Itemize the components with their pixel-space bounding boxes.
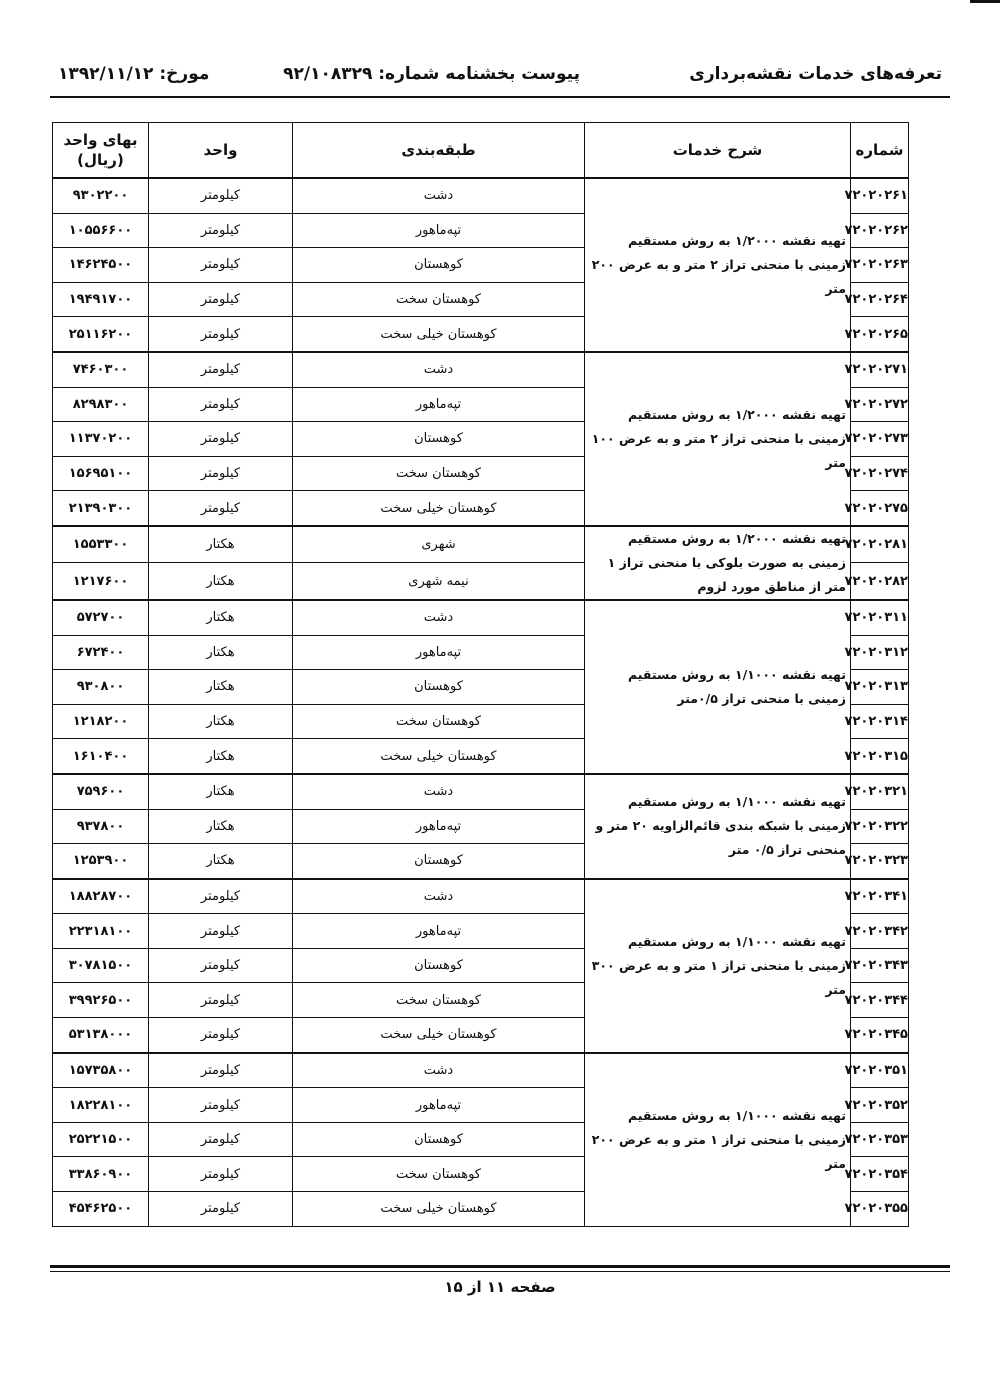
- unit: کیلومتر: [149, 352, 293, 387]
- unit: هکتار: [149, 774, 293, 809]
- unit: کیلومتر: [149, 213, 293, 248]
- service-code: ۷۲۰۲۰۲۷۳: [851, 422, 909, 457]
- unit: کیلومتر: [149, 1122, 293, 1157]
- service-code: ۷۲۰۲۰۳۵۵: [851, 1192, 909, 1227]
- service-description: تهیه نقشه ۱/۲۰۰۰ به روش مستقیم زمینی به صورت بلوکی با منحنی تراز ۱ متر از مناطق مورد لزوم: [585, 526, 851, 600]
- unit-price: ۱۲۱۷۶۰۰: [53, 563, 149, 600]
- service-code: ۷۲۰۲۰۳۴۱: [851, 879, 909, 914]
- tariff-table-container: [52, 122, 908, 1227]
- terrain-category: تپه‌ماهور: [293, 213, 585, 248]
- unit-price: ۷۴۶۰۳۰۰: [53, 352, 149, 387]
- service-code: ۷۲۰۲۰۲۶۲: [851, 213, 909, 248]
- service-code: ۷۲۰۲۰۲۸۱: [851, 526, 909, 563]
- service-code: ۷۲۰۲۰۳۲۲: [851, 809, 909, 844]
- service-description: تهیه نقشه ۱/۲۰۰۰ به روش مستقیم زمینی با منحنی تراز ۲ متر و به عرض ۱۰۰ متر: [585, 352, 851, 526]
- unit: هکتار: [149, 739, 293, 774]
- unit-price: ۱۸۲۲۸۱۰۰: [53, 1088, 149, 1123]
- service-code: ۷۲۰۲۰۳۱۵: [851, 739, 909, 774]
- service-description: تهیه نقشه ۱/۲۰۰۰ به روش مستقیم زمینی با منحنی تراز ۲ متر و به عرض ۲۰۰ متر: [585, 178, 851, 352]
- header-divider: [50, 96, 950, 98]
- unit-price: ۳۹۹۲۶۵۰۰: [53, 983, 149, 1018]
- unit: کیلومتر: [149, 983, 293, 1018]
- table-row: [53, 526, 909, 563]
- terrain-category: کوهستان: [293, 948, 585, 983]
- unit-price: ۲۲۳۱۸۱۰۰: [53, 914, 149, 949]
- footer-divider-thin: [50, 1271, 950, 1272]
- terrain-category: دشت: [293, 1053, 585, 1088]
- service-description: تهیه نقشه ۱/۱۰۰۰ به روش مستقیم زمینی با منحنی تراز ۱ متر و به عرض ۲۰۰ متر: [585, 1053, 851, 1226]
- unit-price: ۱۹۴۹۱۷۰۰: [53, 282, 149, 317]
- unit: هکتار: [149, 670, 293, 705]
- terrain-category: کوهستان: [293, 248, 585, 283]
- terrain-category: نیمه شهری: [293, 563, 585, 600]
- terrain-category: کوهستان خیلی سخت: [293, 739, 585, 774]
- service-code: ۷۲۰۲۰۲۶۳: [851, 248, 909, 283]
- unit-price: ۱۵۶۹۵۱۰۰: [53, 456, 149, 491]
- unit: کیلومتر: [149, 491, 293, 526]
- unit: هکتار: [149, 844, 293, 879]
- unit: کیلومتر: [149, 1157, 293, 1192]
- terrain-category: تپه‌ماهور: [293, 914, 585, 949]
- service-description: تهیه نقشه ۱/۱۰۰۰ به روش مستقیم زمینی با منحنی تراز ۱ متر و به عرض ۳۰۰ متر: [585, 879, 851, 1053]
- unit: هکتار: [149, 526, 293, 563]
- service-code: ۷۲۰۲۰۲۶۵: [851, 317, 909, 352]
- page-header: [50, 58, 950, 94]
- unit-price: ۲۵۱۱۶۲۰۰: [53, 317, 149, 352]
- service-description: تهیه نقشه ۱/۱۰۰۰ به روش مستقیم زمینی با شبکه بندی قائم‌الزاویه ۲۰ متر و منحنی تراز ۰/۵ متر: [585, 774, 851, 879]
- unit-price: ۱۴۶۲۴۵۰۰: [53, 248, 149, 283]
- service-code: ۷۲۰۲۰۳۴۲: [851, 914, 909, 949]
- column-header-unit: واحد: [149, 123, 293, 179]
- unit: کیلومتر: [149, 1018, 293, 1053]
- service-code: ۷۲۰۲۰۳۱۳: [851, 670, 909, 705]
- unit: هکتار: [149, 809, 293, 844]
- column-header-price: بهای واحد (ریال): [53, 123, 149, 179]
- unit-price: ۱۵۷۳۵۸۰۰: [53, 1053, 149, 1088]
- terrain-category: شهری: [293, 526, 585, 563]
- terrain-category: تپه‌ماهور: [293, 635, 585, 670]
- service-code: ۷۲۰۲۰۳۵۴: [851, 1157, 909, 1192]
- terrain-category: کوهستان: [293, 1122, 585, 1157]
- unit-price: ۴۵۴۶۲۵۰۰: [53, 1192, 149, 1227]
- terrain-category: کوهستان سخت: [293, 983, 585, 1018]
- unit-price: ۱۰۵۵۶۶۰۰: [53, 213, 149, 248]
- terrain-category: دشت: [293, 774, 585, 809]
- service-code: ۷۲۰۲۰۳۱۱: [851, 600, 909, 635]
- unit: کیلومتر: [149, 914, 293, 949]
- unit: کیلومتر: [149, 879, 293, 914]
- table-row: [53, 879, 909, 914]
- terrain-category: کوهستان: [293, 844, 585, 879]
- terrain-category: کوهستان سخت: [293, 1157, 585, 1192]
- service-code: ۷۲۰۲۰۳۴۳: [851, 948, 909, 983]
- service-code: ۷۲۰۲۰۳۴۴: [851, 983, 909, 1018]
- document-title: تعرفه‌های خدمات نقشه‌برداری: [689, 64, 942, 84]
- service-code: ۷۲۰۲۰۲۸۲: [851, 563, 909, 600]
- terrain-category: دشت: [293, 600, 585, 635]
- circular-number: پیوست بخشنامه شماره: ۹۲/۱۰۸۳۲۹: [283, 64, 580, 84]
- service-code: ۷۲۰۲۰۳۴۵: [851, 1018, 909, 1053]
- unit: کیلومتر: [149, 282, 293, 317]
- terrain-category: کوهستان: [293, 670, 585, 705]
- footer-divider-thick: [50, 1265, 950, 1268]
- service-description: تهیه نقشه ۱/۱۰۰۰ به روش مستقیم زمینی با منحنی تراز ۰/۵متر: [585, 600, 851, 774]
- unit: کیلومتر: [149, 948, 293, 983]
- unit-price: ۱۶۱۰۴۰۰: [53, 739, 149, 774]
- service-code: ۷۲۰۲۰۲۷۲: [851, 387, 909, 422]
- column-header-description: شرح خدمات: [585, 123, 851, 179]
- column-header-category: طبقه‌بندی: [293, 123, 585, 179]
- unit-price: ۵۷۲۷۰۰: [53, 600, 149, 635]
- service-code: ۷۲۰۲۰۳۵۲: [851, 1088, 909, 1123]
- unit-price: ۶۷۲۴۰۰: [53, 635, 149, 670]
- service-code: ۷۲۰۲۰۲۶۱: [851, 178, 909, 213]
- unit: هکتار: [149, 600, 293, 635]
- table-row: [53, 352, 909, 387]
- terrain-category: دشت: [293, 178, 585, 213]
- unit: هکتار: [149, 704, 293, 739]
- unit: هکتار: [149, 563, 293, 600]
- unit: هکتار: [149, 635, 293, 670]
- service-code: ۷۲۰۲۰۳۵۳: [851, 1122, 909, 1157]
- unit: کیلومتر: [149, 1192, 293, 1227]
- unit-price: ۲۱۳۹۰۳۰۰: [53, 491, 149, 526]
- terrain-category: تپه‌ماهور: [293, 809, 585, 844]
- unit-price: ۱۵۵۳۳۰۰: [53, 526, 149, 563]
- unit-price: ۲۵۲۲۱۵۰۰: [53, 1122, 149, 1157]
- terrain-category: کوهستان سخت: [293, 456, 585, 491]
- terrain-category: کوهستان سخت: [293, 282, 585, 317]
- unit-price: ۱۸۸۲۸۷۰۰: [53, 879, 149, 914]
- terrain-category: تپه‌ماهور: [293, 1088, 585, 1123]
- scan-mark: [970, 0, 1000, 3]
- page-number: صفحه ۱۱ از ۱۵: [444, 1278, 556, 1296]
- unit-price: ۹۳۷۸۰۰: [53, 809, 149, 844]
- terrain-category: کوهستان سخت: [293, 704, 585, 739]
- service-code: ۷۲۰۲۰۲۷۱: [851, 352, 909, 387]
- table-body: [53, 178, 909, 1226]
- terrain-category: کوهستان خیلی سخت: [293, 1018, 585, 1053]
- unit-price: ۱۲۵۳۹۰۰: [53, 844, 149, 879]
- unit-price: ۷۵۹۶۰۰: [53, 774, 149, 809]
- service-code: ۷۲۰۲۰۳۲۱: [851, 774, 909, 809]
- table-header-row: [53, 123, 909, 179]
- unit: کیلومتر: [149, 1053, 293, 1088]
- column-header-code: شماره: [851, 123, 909, 179]
- tariff-table: [52, 122, 909, 1227]
- unit-price: ۱۲۱۸۲۰۰: [53, 704, 149, 739]
- unit: کیلومتر: [149, 178, 293, 213]
- unit: کیلومتر: [149, 422, 293, 457]
- unit: کیلومتر: [149, 1088, 293, 1123]
- terrain-category: کوهستان خیلی سخت: [293, 1192, 585, 1227]
- unit-price: ۱۱۳۷۰۲۰۰: [53, 422, 149, 457]
- terrain-category: دشت: [293, 879, 585, 914]
- unit: کیلومتر: [149, 248, 293, 283]
- unit-price: ۳۳۸۶۰۹۰۰: [53, 1157, 149, 1192]
- terrain-category: دشت: [293, 352, 585, 387]
- unit-price: ۹۳۰۲۲۰۰: [53, 178, 149, 213]
- service-code: ۷۲۰۲۰۳۱۲: [851, 635, 909, 670]
- document-date: مورخ: ۱۳۹۲/۱۱/۱۲: [58, 64, 210, 84]
- service-code: ۷۲۰۲۰۳۲۳: [851, 844, 909, 879]
- service-code: ۷۲۰۲۰۲۶۴: [851, 282, 909, 317]
- table-row: [53, 600, 909, 635]
- table-row: [53, 1053, 909, 1088]
- terrain-category: کوهستان: [293, 422, 585, 457]
- terrain-category: کوهستان خیلی سخت: [293, 491, 585, 526]
- unit-price: ۵۳۱۳۸۰۰۰: [53, 1018, 149, 1053]
- unit-price: ۳۰۷۸۱۵۰۰: [53, 948, 149, 983]
- unit-price: ۸۲۹۸۳۰۰: [53, 387, 149, 422]
- unit: کیلومتر: [149, 317, 293, 352]
- service-code: ۷۲۰۲۰۳۵۱: [851, 1053, 909, 1088]
- unit-price: ۹۳۰۸۰۰: [53, 670, 149, 705]
- unit: کیلومتر: [149, 456, 293, 491]
- terrain-category: کوهستان خیلی سخت: [293, 317, 585, 352]
- service-code: ۷۲۰۲۰۲۷۵: [851, 491, 909, 526]
- service-code: ۷۲۰۲۰۳۱۴: [851, 704, 909, 739]
- table-row: [53, 774, 909, 809]
- table-row: [53, 178, 909, 213]
- unit: کیلومتر: [149, 387, 293, 422]
- terrain-category: تپه‌ماهور: [293, 387, 585, 422]
- service-code: ۷۲۰۲۰۲۷۴: [851, 456, 909, 491]
